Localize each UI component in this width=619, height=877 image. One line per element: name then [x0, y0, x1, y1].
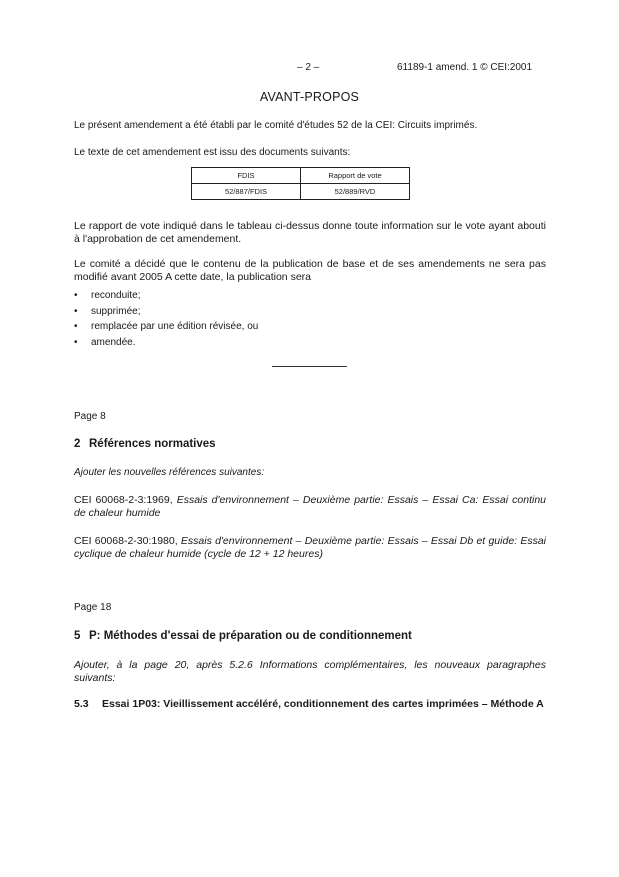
- section-number: 2: [74, 438, 81, 450]
- section-title: P: Méthodes d'essai de préparation ou de conditionnement: [89, 630, 412, 642]
- bullet-icon: •: [74, 336, 78, 348]
- list-item: [74, 335, 474, 351]
- section-heading: [74, 438, 554, 453]
- paragraph-prepared-by: Le présent amendement a été établi par le comité d'études 52 de la CEI: Circuits imprimés.: [74, 120, 478, 131]
- table-header-row: [192, 168, 410, 184]
- table-cell: 52/889/RVD: [301, 184, 410, 200]
- reference-entry: [74, 494, 546, 520]
- reference-code: CEI 60068-2-3:1969,: [74, 494, 173, 506]
- document-reference: 61189-1 amend. 1 © CEI:2001: [397, 62, 533, 73]
- paragraph-committee-decision: Le comité a décidé que le contenu de la publication de base et de ses amendements ne sera pas modifié avant 2005 A cette date, la publication sera: [74, 258, 546, 283]
- table-header-cell: Rapport de vote: [301, 168, 410, 184]
- paragraph-based-on: Le texte de cet amendement est issu des documents suivants:: [74, 147, 351, 158]
- bullet-icon: •: [74, 321, 78, 332]
- section-title: Références normatives: [89, 438, 216, 450]
- table-header-cell: FDIS: [192, 168, 301, 184]
- list-item: [74, 304, 474, 320]
- reference-code: CEI 60068-2-30:1980,: [74, 535, 178, 547]
- section-heading: [74, 630, 554, 645]
- vote-table: [191, 167, 410, 200]
- list-item-text: reconduite;: [91, 290, 141, 301]
- list-item-text: remplacée par une édition révisée, ou: [91, 321, 259, 332]
- list-item-text: amendée.: [91, 336, 136, 348]
- reference-entry: [74, 535, 546, 561]
- subsection-title: Essai 1P03: Vieillissement accéléré, conditionnement des cartes imprimées – Méthode A: [102, 698, 544, 710]
- page-number: – 2 –: [297, 62, 320, 73]
- subsection-heading: [74, 698, 546, 728]
- bullet-list: [74, 288, 474, 350]
- paragraph-voting-report: Le rapport de vote indiqué dans le tableau ci-dessus donne toute information sur le vote ayant abouti à l'approbation de cet amendement.: [74, 220, 546, 245]
- page-title: AVANT-PROPOS: [259, 90, 360, 104]
- list-item-text: supprimée;: [91, 305, 141, 317]
- page-label: Page 8: [74, 411, 106, 422]
- instruction-text: Ajouter, à la page 20, après 5.2.6 Informations complémentaires, les nouveaux paragraphes suivants:: [74, 659, 546, 684]
- table-cell: 52/887/FDIS: [192, 184, 301, 200]
- bullet-icon: •: [74, 305, 78, 317]
- section-number: 5: [74, 630, 81, 642]
- reference-title: Essais d'environnement – Deuxième partie: Essais – Essai Ca: Essai continu de chaleur humide: [74, 494, 547, 519]
- list-item: [74, 319, 474, 335]
- section-divider: [272, 366, 347, 367]
- reference-title: Essais d'environnement – Deuxième partie: Essais – Essai Db et guide: Essai cyclique de chaleur humide (cycle de 12 + 12 heures): [74, 535, 546, 560]
- instruction-text: Ajouter les nouvelles références suivantes:: [74, 467, 265, 478]
- bullet-icon: •: [74, 290, 78, 301]
- subsection-number: 5.3: [74, 698, 89, 710]
- list-item: [74, 288, 474, 304]
- page-label: Page 18: [74, 602, 112, 613]
- table-row: [192, 184, 410, 200]
